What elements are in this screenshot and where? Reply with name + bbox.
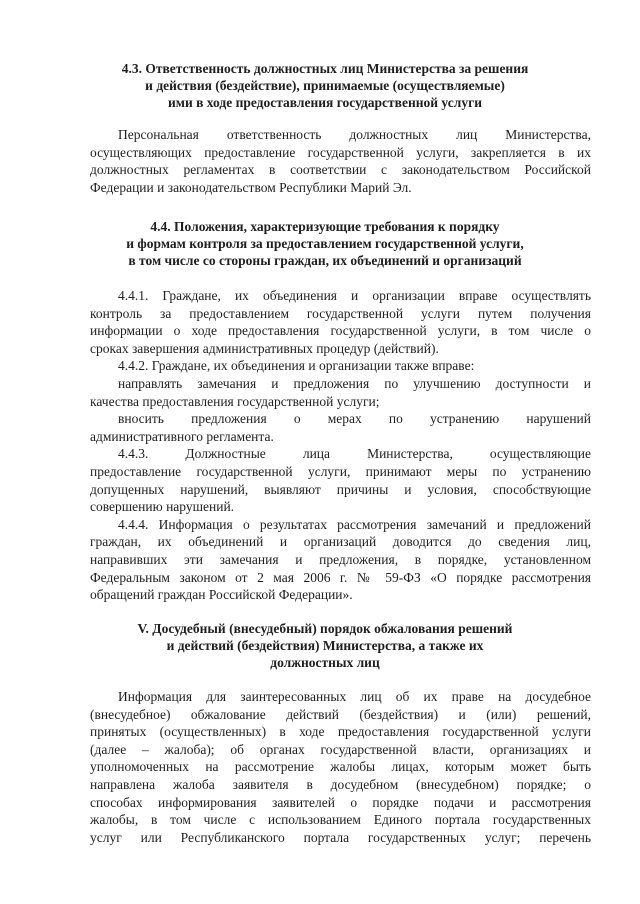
text-line: осуществляющих предоставление государственной услуги, закрепляется в их — [90, 144, 591, 160]
text-line: 4.4.4. Информация о результатах рассмотрения замечаний и предложений — [118, 516, 591, 532]
text-line: Федерации и законодательством Республики Марий Эл. — [90, 179, 412, 195]
text-line: качества предоставления государственной услуги; — [90, 393, 380, 409]
heading-line: и действий (бездействия) Министерства, а также их — [166, 638, 484, 653]
heading-line: 4.3. Ответственность должностных лиц Министерства за решения — [121, 61, 529, 76]
text-line: предоставление государственной услуги, принимают меры по устранению — [90, 463, 591, 479]
text-line: Федеральным законом от 2 мая 2006 г. № 59-ФЗ «О порядке рассмотрения — [90, 569, 591, 585]
text-line: Персональная ответственность должностных лиц Министерства, — [118, 127, 591, 142]
text-line: направлять замечания и предложения по улучшению доступности и — [118, 375, 591, 391]
text-line: допущенных нарушений, выявляют причины и условия, способствующие — [90, 481, 591, 497]
text-line: услуг или Республиканского портала государственных услуг; перечень — [90, 829, 591, 845]
heading-line: 4.4. Положения, характеризующие требования к порядку — [150, 219, 500, 234]
heading-line: должностных лиц — [270, 655, 380, 670]
text-line: жалобы, в том числе с использованием Единого портала государственных — [90, 812, 591, 828]
section-4-4-heading — [60, 218, 590, 269]
heading-line: ими в ходе предоставления государственной услуги — [168, 95, 482, 110]
text-line: Информация для заинтересованных лиц об их праве на досудебное — [118, 689, 591, 704]
text-line: 4.4.3. Должностные лица Министерства, осуществляющие — [118, 446, 591, 462]
heading-line: V. Досудебный (внесудебный) порядок обжалования решений — [137, 621, 513, 636]
text-line: (далее – жалоба); об органах государственной власти, организациях и — [90, 741, 591, 757]
section-4-4-body — [90, 287, 591, 604]
text-line: 4.4.1. Граждане, их объединения и организации вправе осуществлять — [118, 288, 591, 303]
text-line: должностных регламентах в соответствии с законодательством Российской — [90, 162, 591, 178]
text-line: принятых (осуществленных) в ходе предоставления государственной услуги — [90, 724, 591, 740]
text-line: сроках завершения административных процедур (действий). — [90, 340, 439, 356]
text-line: вносить предложения о мерах по устранению нарушений — [118, 411, 591, 427]
text-line: (внесудебное) обжалование действий (бездействия) и (или) решений, — [90, 706, 591, 722]
section-4-3-paragraph — [90, 126, 591, 196]
text-line: граждан, их объединений и организаций доводится до сведения лиц, — [90, 534, 591, 550]
section-4-3-heading — [60, 60, 590, 111]
section-5-paragraph — [90, 688, 591, 846]
heading-line: в том числе со стороны граждан, их объединений и организаций — [128, 253, 522, 268]
text-line: уполномоченных на рассмотрение жалобы лицах, которым может быть — [90, 759, 591, 775]
text-line: направивших эти замечания и предложения, в порядке, установленном — [90, 551, 591, 567]
text-line: направлена жалоба заявителя в досудебном (внесудебном) порядке; о — [90, 776, 591, 792]
heading-line: и формам контроля за предоставлением государственной услуги, — [126, 236, 524, 251]
heading-line: и действия (бездействие), принимаемые (осуществляемые) — [145, 78, 505, 93]
section-5-heading — [60, 620, 590, 671]
text-line: обращений граждан Российской Федерации». — [90, 587, 353, 603]
text-line: контроль за предоставлением государственной услуги путем получения — [90, 305, 591, 321]
text-line: совершению нарушений. — [90, 499, 235, 515]
text-line: 4.4.2. Граждане, их объединения и организации также вправе: — [118, 358, 475, 374]
text-line: информации о ходе предоставления государственной услуги, в том числе о — [90, 323, 591, 339]
text-line: административного регламента. — [90, 428, 274, 444]
text-line: способах информирования заявителей о порядке подачи и рассмотрения — [90, 794, 591, 810]
